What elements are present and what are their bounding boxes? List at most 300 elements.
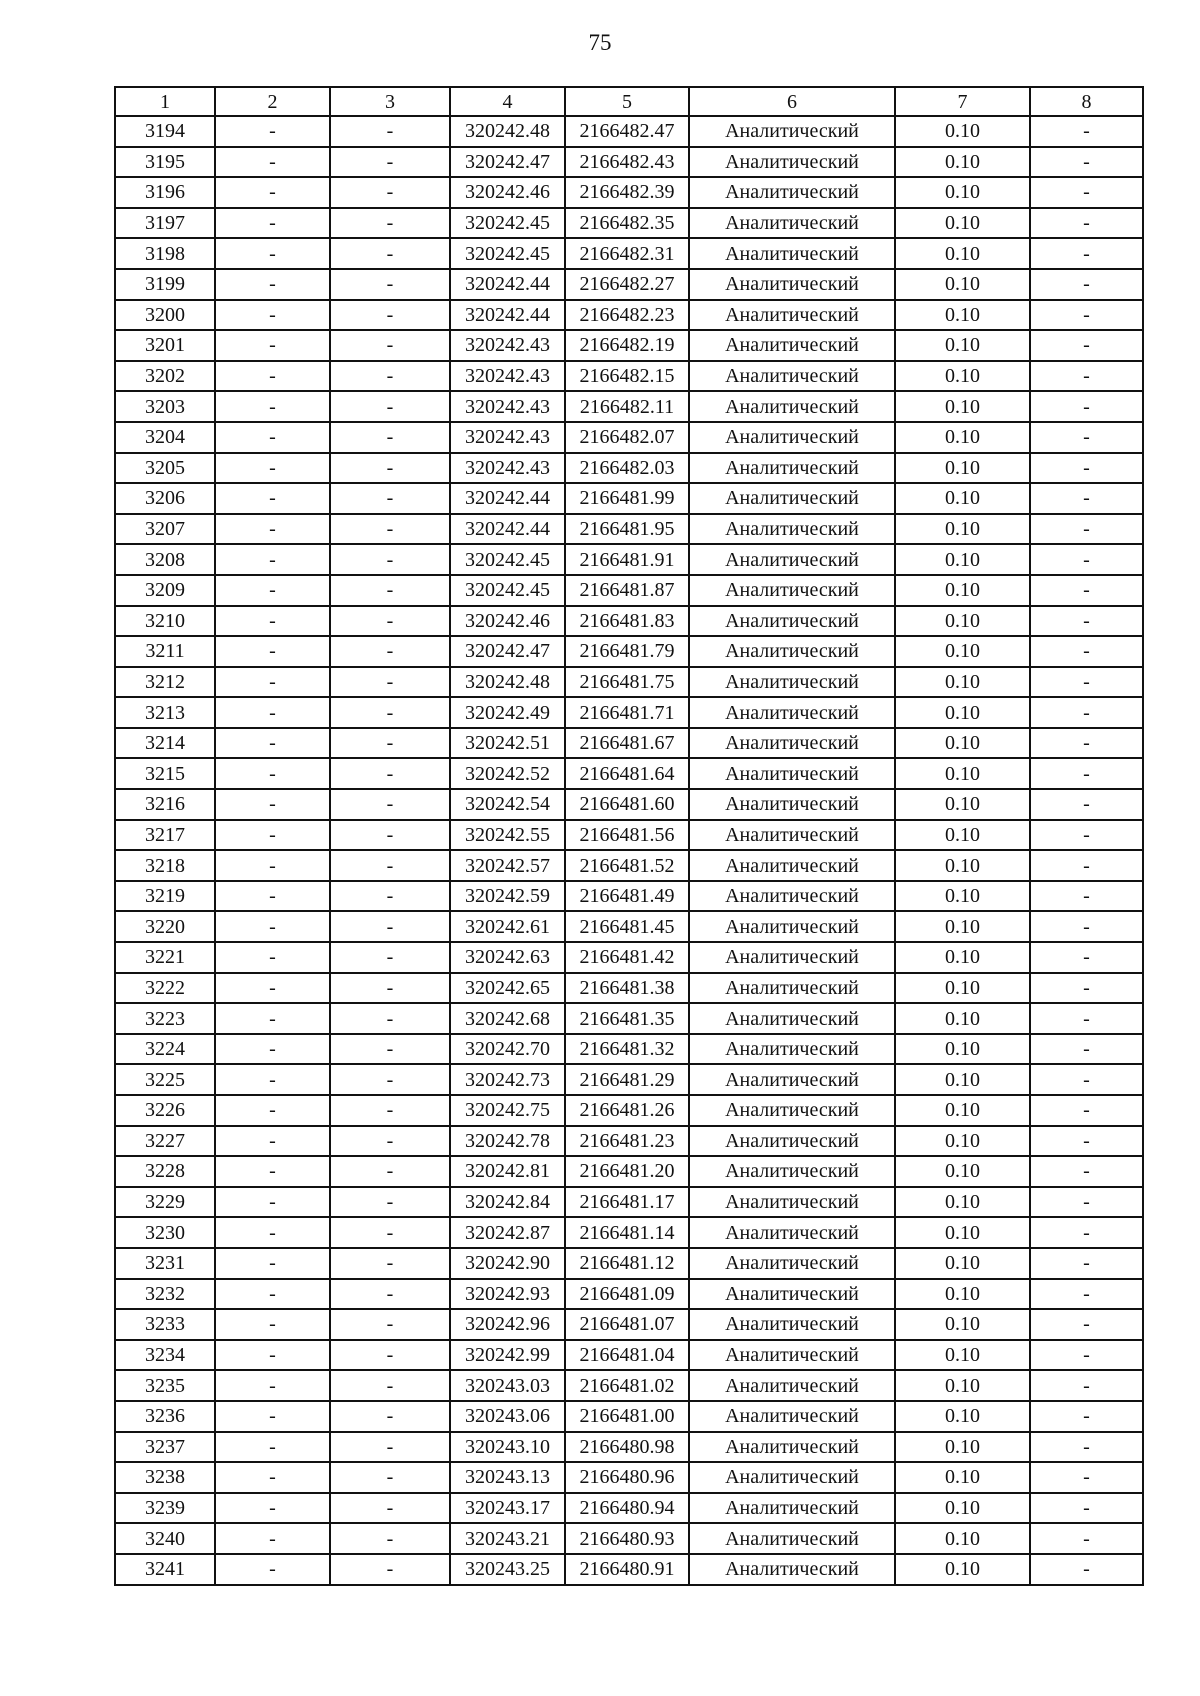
cell-col-3: - <box>330 391 450 422</box>
table-row <box>115 1034 1143 1065</box>
coord-x: 320242.78 <box>450 1126 565 1157</box>
cell-col-8: - <box>1030 422 1143 453</box>
point-number: 3223 <box>115 1003 215 1034</box>
cell-col-3: - <box>330 1493 450 1524</box>
method: Аналитический <box>689 1309 895 1340</box>
point-number: 3220 <box>115 911 215 942</box>
cell-col-8: - <box>1030 1432 1143 1463</box>
point-number: 3227 <box>115 1126 215 1157</box>
table-row <box>115 514 1143 545</box>
coord-y: 2166481.17 <box>565 1187 689 1218</box>
accuracy: 0.10 <box>895 1493 1030 1524</box>
accuracy: 0.10 <box>895 575 1030 606</box>
coord-y: 2166481.56 <box>565 820 689 851</box>
coord-y: 2166481.75 <box>565 667 689 698</box>
table-row <box>115 1064 1143 1095</box>
cell-col-2: - <box>215 820 330 851</box>
cell-col-3: - <box>330 483 450 514</box>
method: Аналитический <box>689 330 895 361</box>
coord-y: 2166481.79 <box>565 636 689 667</box>
table-row <box>115 1126 1143 1157</box>
accuracy: 0.10 <box>895 1156 1030 1187</box>
cell-col-3: - <box>330 697 450 728</box>
cell-col-2: - <box>215 361 330 392</box>
coord-x: 320242.44 <box>450 300 565 331</box>
coord-x: 320243.03 <box>450 1370 565 1401</box>
method: Аналитический <box>689 1156 895 1187</box>
table-row <box>115 606 1143 637</box>
cell-col-2: - <box>215 1034 330 1065</box>
coord-x: 320243.21 <box>450 1523 565 1554</box>
coord-y: 2166482.11 <box>565 391 689 422</box>
point-number: 3200 <box>115 300 215 331</box>
cell-col-3: - <box>330 1309 450 1340</box>
method: Аналитический <box>689 1370 895 1401</box>
cell-col-2: - <box>215 1217 330 1248</box>
coordinates-table <box>114 86 1144 1586</box>
coord-y: 2166481.12 <box>565 1248 689 1279</box>
method: Аналитический <box>689 1401 895 1432</box>
method: Аналитический <box>689 208 895 239</box>
point-number: 3233 <box>115 1309 215 1340</box>
point-number: 3240 <box>115 1523 215 1554</box>
cell-col-8: - <box>1030 636 1143 667</box>
coord-y: 2166480.96 <box>565 1462 689 1493</box>
coord-x: 320242.43 <box>450 453 565 484</box>
accuracy: 0.10 <box>895 667 1030 698</box>
coord-y: 2166481.38 <box>565 973 689 1004</box>
method: Аналитический <box>689 1248 895 1279</box>
coord-y: 2166481.83 <box>565 606 689 637</box>
cell-col-8: - <box>1030 850 1143 881</box>
cell-col-3: - <box>330 544 450 575</box>
accuracy: 0.10 <box>895 483 1030 514</box>
header-row <box>115 87 1143 116</box>
table-row <box>115 330 1143 361</box>
method: Аналитический <box>689 116 895 147</box>
coord-y: 2166482.31 <box>565 238 689 269</box>
cell-col-3: - <box>330 422 450 453</box>
method: Аналитический <box>689 1217 895 1248</box>
point-number: 3232 <box>115 1279 215 1310</box>
table-row <box>115 361 1143 392</box>
accuracy: 0.10 <box>895 514 1030 545</box>
coord-y: 2166481.52 <box>565 850 689 881</box>
accuracy: 0.10 <box>895 850 1030 881</box>
table-row <box>115 1248 1143 1279</box>
coord-x: 320242.75 <box>450 1095 565 1126</box>
cell-col-2: - <box>215 636 330 667</box>
cell-col-3: - <box>330 453 450 484</box>
cell-col-3: - <box>330 820 450 851</box>
point-number: 3219 <box>115 881 215 912</box>
cell-col-2: - <box>215 1248 330 1279</box>
table-row <box>115 238 1143 269</box>
cell-col-3: - <box>330 1034 450 1065</box>
cell-col-3: - <box>330 1401 450 1432</box>
cell-col-8: - <box>1030 116 1143 147</box>
method: Аналитический <box>689 575 895 606</box>
table-row <box>115 1095 1143 1126</box>
coord-y: 2166481.32 <box>565 1034 689 1065</box>
cell-col-2: - <box>215 1095 330 1126</box>
method: Аналитический <box>689 1187 895 1218</box>
method: Аналитический <box>689 1064 895 1095</box>
point-number: 3208 <box>115 544 215 575</box>
coord-x: 320242.90 <box>450 1248 565 1279</box>
cell-col-8: - <box>1030 1523 1143 1554</box>
cell-col-3: - <box>330 942 450 973</box>
coord-x: 320242.59 <box>450 881 565 912</box>
coord-x: 320242.43 <box>450 391 565 422</box>
table-row <box>115 881 1143 912</box>
coord-x: 320242.65 <box>450 973 565 1004</box>
accuracy: 0.10 <box>895 177 1030 208</box>
table-row <box>115 1401 1143 1432</box>
coord-x: 320243.25 <box>450 1554 565 1585</box>
cell-col-2: - <box>215 422 330 453</box>
accuracy: 0.10 <box>895 1003 1030 1034</box>
cell-col-2: - <box>215 850 330 881</box>
coord-y: 2166481.00 <box>565 1401 689 1432</box>
cell-col-8: - <box>1030 1034 1143 1065</box>
coord-x: 320242.70 <box>450 1034 565 1065</box>
cell-col-3: - <box>330 300 450 331</box>
coord-y: 2166481.07 <box>565 1309 689 1340</box>
accuracy: 0.10 <box>895 697 1030 728</box>
table-row <box>115 1156 1143 1187</box>
point-number: 3237 <box>115 1432 215 1463</box>
cell-col-2: - <box>215 942 330 973</box>
cell-col-3: - <box>330 1217 450 1248</box>
method: Аналитический <box>689 147 895 178</box>
cell-col-3: - <box>330 1156 450 1187</box>
accuracy: 0.10 <box>895 1401 1030 1432</box>
point-number: 3214 <box>115 728 215 759</box>
method: Аналитический <box>689 881 895 912</box>
coord-y: 2166481.04 <box>565 1340 689 1371</box>
cell-col-2: - <box>215 453 330 484</box>
coord-x: 320242.73 <box>450 1064 565 1095</box>
point-number: 3222 <box>115 973 215 1004</box>
accuracy: 0.10 <box>895 300 1030 331</box>
coord-y: 2166481.87 <box>565 575 689 606</box>
cell-col-8: - <box>1030 1003 1143 1034</box>
cell-col-8: - <box>1030 1095 1143 1126</box>
accuracy: 0.10 <box>895 238 1030 269</box>
cell-col-8: - <box>1030 606 1143 637</box>
point-number: 3198 <box>115 238 215 269</box>
method: Аналитический <box>689 850 895 881</box>
cell-col-8: - <box>1030 514 1143 545</box>
accuracy: 0.10 <box>895 208 1030 239</box>
cell-col-3: - <box>330 1003 450 1034</box>
accuracy: 0.10 <box>895 942 1030 973</box>
cell-col-3: - <box>330 1187 450 1218</box>
point-number: 3216 <box>115 789 215 820</box>
table-row <box>115 1370 1143 1401</box>
coord-x: 320242.44 <box>450 269 565 300</box>
cell-col-8: - <box>1030 973 1143 1004</box>
column-header-8: 8 <box>1030 87 1143 116</box>
table-row <box>115 789 1143 820</box>
coord-y: 2166481.23 <box>565 1126 689 1157</box>
coord-y: 2166482.39 <box>565 177 689 208</box>
accuracy: 0.10 <box>895 1217 1030 1248</box>
coord-x: 320242.43 <box>450 361 565 392</box>
method: Аналитический <box>689 544 895 575</box>
cell-col-2: - <box>215 606 330 637</box>
cell-col-8: - <box>1030 1462 1143 1493</box>
coord-y: 2166481.64 <box>565 758 689 789</box>
method: Аналитический <box>689 453 895 484</box>
accuracy: 0.10 <box>895 1279 1030 1310</box>
method: Аналитический <box>689 391 895 422</box>
method: Аналитический <box>689 1279 895 1310</box>
table-row <box>115 758 1143 789</box>
table-row <box>115 636 1143 667</box>
method: Аналитический <box>689 483 895 514</box>
accuracy: 0.10 <box>895 820 1030 851</box>
column-header-7: 7 <box>895 87 1030 116</box>
cell-col-8: - <box>1030 544 1143 575</box>
point-number: 3217 <box>115 820 215 851</box>
accuracy: 0.10 <box>895 1034 1030 1065</box>
method: Аналитический <box>689 1523 895 1554</box>
accuracy: 0.10 <box>895 453 1030 484</box>
coord-y: 2166480.93 <box>565 1523 689 1554</box>
coord-x: 320242.68 <box>450 1003 565 1034</box>
point-number: 3204 <box>115 422 215 453</box>
cell-col-3: - <box>330 667 450 698</box>
cell-col-2: - <box>215 1370 330 1401</box>
cell-col-8: - <box>1030 728 1143 759</box>
coord-x: 320242.44 <box>450 483 565 514</box>
cell-col-3: - <box>330 881 450 912</box>
coord-x: 320242.63 <box>450 942 565 973</box>
coord-x: 320242.57 <box>450 850 565 881</box>
table-row <box>115 422 1143 453</box>
table-row <box>115 942 1143 973</box>
cell-col-8: - <box>1030 300 1143 331</box>
point-number: 3211 <box>115 636 215 667</box>
cell-col-8: - <box>1030 667 1143 698</box>
point-number: 3218 <box>115 850 215 881</box>
cell-col-3: - <box>330 1370 450 1401</box>
point-number: 3207 <box>115 514 215 545</box>
cell-col-3: - <box>330 147 450 178</box>
cell-col-8: - <box>1030 1279 1143 1310</box>
cell-col-8: - <box>1030 361 1143 392</box>
accuracy: 0.10 <box>895 881 1030 912</box>
coord-x: 320242.45 <box>450 544 565 575</box>
cell-col-3: - <box>330 1432 450 1463</box>
point-number: 3212 <box>115 667 215 698</box>
point-number: 3238 <box>115 1462 215 1493</box>
coord-y: 2166480.94 <box>565 1493 689 1524</box>
table-row <box>115 300 1143 331</box>
method: Аналитический <box>689 514 895 545</box>
method: Аналитический <box>689 177 895 208</box>
accuracy: 0.10 <box>895 606 1030 637</box>
cell-col-3: - <box>330 330 450 361</box>
method: Аналитический <box>689 667 895 698</box>
table-row <box>115 973 1143 1004</box>
cell-col-8: - <box>1030 1309 1143 1340</box>
coord-x: 320242.54 <box>450 789 565 820</box>
cell-col-2: - <box>215 300 330 331</box>
table-row <box>115 483 1143 514</box>
cell-col-3: - <box>330 238 450 269</box>
coord-x: 320242.61 <box>450 911 565 942</box>
cell-col-2: - <box>215 1064 330 1095</box>
accuracy: 0.10 <box>895 1432 1030 1463</box>
coord-x: 320242.49 <box>450 697 565 728</box>
cell-col-2: - <box>215 1401 330 1432</box>
cell-col-8: - <box>1030 1217 1143 1248</box>
cell-col-8: - <box>1030 177 1143 208</box>
method: Аналитический <box>689 1554 895 1585</box>
coord-y: 2166481.49 <box>565 881 689 912</box>
coord-x: 320242.84 <box>450 1187 565 1218</box>
accuracy: 0.10 <box>895 1187 1030 1218</box>
cell-col-8: - <box>1030 147 1143 178</box>
method: Аналитический <box>689 1432 895 1463</box>
cell-col-2: - <box>215 483 330 514</box>
cell-col-2: - <box>215 238 330 269</box>
table-row <box>115 667 1143 698</box>
method: Аналитический <box>689 1095 895 1126</box>
point-number: 3229 <box>115 1187 215 1218</box>
point-number: 3221 <box>115 942 215 973</box>
cell-col-2: - <box>215 1340 330 1371</box>
cell-col-3: - <box>330 850 450 881</box>
coord-y: 2166482.19 <box>565 330 689 361</box>
table-row <box>115 1554 1143 1585</box>
accuracy: 0.10 <box>895 636 1030 667</box>
coord-y: 2166480.91 <box>565 1554 689 1585</box>
cell-col-8: - <box>1030 1187 1143 1218</box>
coord-y: 2166481.26 <box>565 1095 689 1126</box>
table-row <box>115 1187 1143 1218</box>
coord-x: 320242.45 <box>450 238 565 269</box>
point-number: 3195 <box>115 147 215 178</box>
table-row <box>115 1432 1143 1463</box>
column-header-1: 1 <box>115 87 215 116</box>
cell-col-8: - <box>1030 911 1143 942</box>
cell-col-3: - <box>330 728 450 759</box>
accuracy: 0.10 <box>895 544 1030 575</box>
cell-col-3: - <box>330 789 450 820</box>
method: Аналитический <box>689 300 895 331</box>
method: Аналитический <box>689 636 895 667</box>
method: Аналитический <box>689 728 895 759</box>
coord-x: 320243.06 <box>450 1401 565 1432</box>
cell-col-2: - <box>215 728 330 759</box>
coord-y: 2166481.67 <box>565 728 689 759</box>
cell-col-3: - <box>330 1248 450 1279</box>
accuracy: 0.10 <box>895 1462 1030 1493</box>
accuracy: 0.10 <box>895 728 1030 759</box>
cell-col-3: - <box>330 606 450 637</box>
coord-x: 320242.45 <box>450 575 565 606</box>
cell-col-2: - <box>215 1554 330 1585</box>
cell-col-8: - <box>1030 330 1143 361</box>
point-number: 3236 <box>115 1401 215 1432</box>
method: Аналитический <box>689 697 895 728</box>
point-number: 3239 <box>115 1493 215 1524</box>
point-number: 3196 <box>115 177 215 208</box>
cell-col-8: - <box>1030 820 1143 851</box>
cell-col-3: - <box>330 1523 450 1554</box>
cell-col-8: - <box>1030 881 1143 912</box>
accuracy: 0.10 <box>895 911 1030 942</box>
coord-x: 320242.46 <box>450 177 565 208</box>
cell-col-3: - <box>330 1340 450 1371</box>
cell-col-3: - <box>330 269 450 300</box>
cell-col-3: - <box>330 514 450 545</box>
cell-col-8: - <box>1030 1064 1143 1095</box>
coord-x: 320242.43 <box>450 422 565 453</box>
cell-col-2: - <box>215 1462 330 1493</box>
table-row <box>115 177 1143 208</box>
cell-col-3: - <box>330 1064 450 1095</box>
cell-col-8: - <box>1030 1554 1143 1585</box>
table-row <box>115 1217 1143 1248</box>
point-number: 3228 <box>115 1156 215 1187</box>
method: Аналитический <box>689 1493 895 1524</box>
method: Аналитический <box>689 361 895 392</box>
cell-col-2: - <box>215 269 330 300</box>
coord-x: 320242.46 <box>450 606 565 637</box>
table-body <box>115 116 1143 1585</box>
point-number: 3226 <box>115 1095 215 1126</box>
cell-col-3: - <box>330 1126 450 1157</box>
cell-col-8: - <box>1030 1340 1143 1371</box>
coord-x: 320243.10 <box>450 1432 565 1463</box>
cell-col-8: - <box>1030 1248 1143 1279</box>
accuracy: 0.10 <box>895 1523 1030 1554</box>
point-number: 3197 <box>115 208 215 239</box>
accuracy: 0.10 <box>895 1095 1030 1126</box>
coord-y: 2166481.99 <box>565 483 689 514</box>
cell-col-2: - <box>215 391 330 422</box>
point-number: 3203 <box>115 391 215 422</box>
method: Аналитический <box>689 942 895 973</box>
cell-col-2: - <box>215 514 330 545</box>
table-row <box>115 208 1143 239</box>
accuracy: 0.10 <box>895 1309 1030 1340</box>
coord-y: 2166482.47 <box>565 116 689 147</box>
method: Аналитический <box>689 1034 895 1065</box>
coord-x: 320242.93 <box>450 1279 565 1310</box>
column-header-4: 4 <box>450 87 565 116</box>
accuracy: 0.10 <box>895 1554 1030 1585</box>
coord-x: 320242.55 <box>450 820 565 851</box>
table-row <box>115 453 1143 484</box>
cell-col-3: - <box>330 177 450 208</box>
method: Аналитический <box>689 973 895 1004</box>
coord-y: 2166481.35 <box>565 1003 689 1034</box>
point-number: 3206 <box>115 483 215 514</box>
column-header-2: 2 <box>215 87 330 116</box>
table-row <box>115 850 1143 881</box>
coord-y: 2166482.07 <box>565 422 689 453</box>
cell-col-2: - <box>215 330 330 361</box>
cell-col-3: - <box>330 636 450 667</box>
cell-col-8: - <box>1030 1156 1143 1187</box>
table-row <box>115 1279 1143 1310</box>
